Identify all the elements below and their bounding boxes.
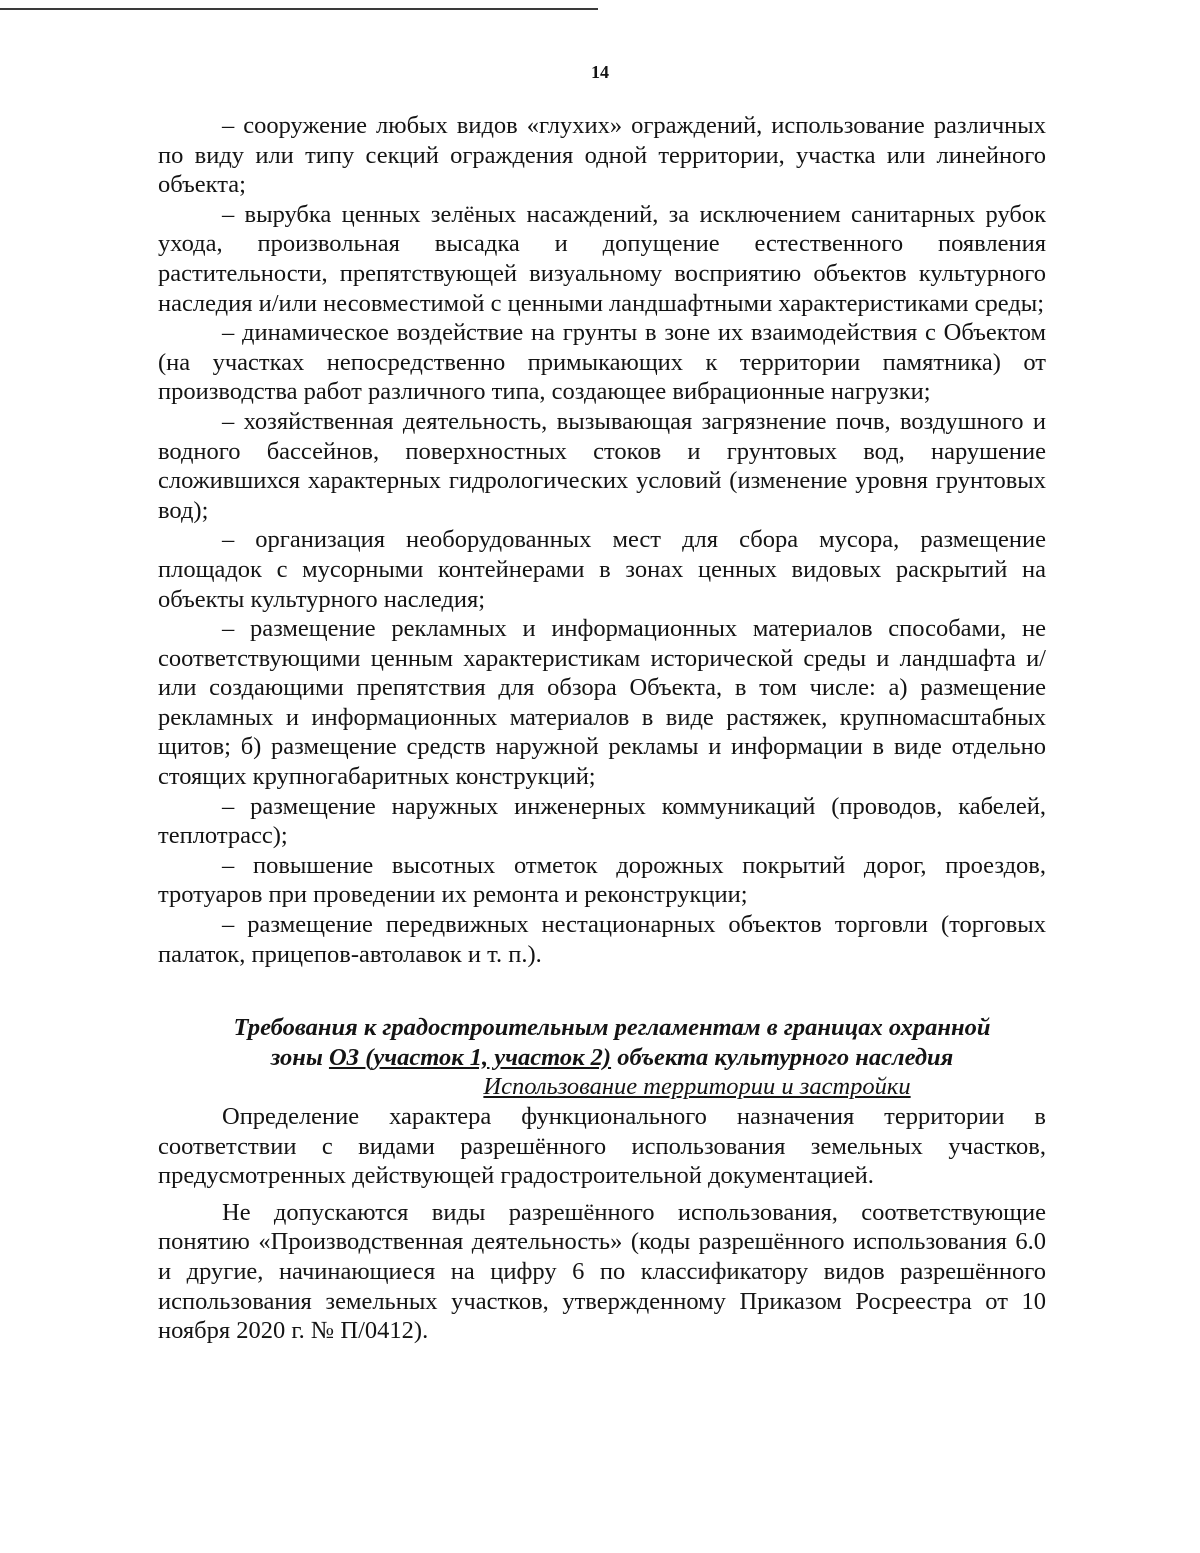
list-item-road-levels: – повышение высотных отметок дорожных покрытий дорог, проездов, тротуаров при проведении их ремонта и реконструкции; (158, 851, 1046, 909)
list-item-utilities: – размещение наружных инженерных коммуникаций (проводов, кабелей, теплотрасс); (158, 792, 1046, 850)
list-item-advertising: – размещение рекламных и информационных материалов способами, не соответствующими ценным характеристикам исторической среды и ландшафта и/или создающими препятствия для обзора Объекта, в том числе: а) размещение рекламных и информационных материалов в виде растяжек, крупномасштабных щитов; б) размещение средств наружной рекламы и информации в виде отдельно стоящих крупногабаритных конструкций; (158, 615, 1046, 791)
list-item-dynamic-impact: – динамическое воздействие на грунты в зоне их взаимодействия с Объектом (на участках непосредственно примыкающих к территории памятника) от производства работ различного типа, создающее вибрационные нагрузки; (158, 319, 1046, 406)
list-item-pollution: – хозяйственная деятельность, вызывающая загрязнение почв, воздушного и водного бассейнов, поверхностных стоков и грунтовых вод, нарушение сложившихся характерных гидрологических условий (изменение уровня грунтовых вод); (158, 407, 1046, 524)
section-subheading: Использование территории и застройки (483, 1073, 911, 1101)
list-item-tree-cutting: – вырубка ценных зелёных насаждений, за исключением санитарных рубок ухода, произвольная высадка и допущение естественного появления растительности, препятствующей визуальному восприятию объектов культурного наследия и/или несовместимой с ценными ландшафтными характеристиками среды; (158, 200, 1046, 317)
list-item-mobile-trade: – размещение передвижных нестационарных объектов торговли (торговых палаток, прицепов-автолавок и т. п.). (158, 911, 1046, 968)
top-scan-rule (0, 8, 598, 10)
section-heading-part2: объекта культурного наследия (611, 1043, 954, 1071)
list-item-fences: – сооружение любых видов «глухих» ограждений, использование различных по виду или типу секций ограждения одной территории, участка или линейного объекта; (158, 112, 1046, 199)
paragraph-prohibited-uses: Не допускаются виды разрешённого использования, соответствующие понятию «Производственная деятельность» (коды разрешённого использования 6.0 и другие, начинающиеся на цифру 6 по классификатору видов разрешённого использования земельных участков, утвержденному Приказом Росреестра от 10 ноября 2020 г. № П/0412). (158, 1198, 1046, 1345)
paragraph-purpose: Определение характера функционального назначения территории в соответствии с видами разрешённого использования земельных участков, предусмотренных действующей градостроительной документацией. (158, 1103, 1046, 1190)
section-heading-part1: Требования к градостроительным регламентам в границах охранной зоны (233, 1014, 991, 1071)
list-item-garbage: – организация необорудованных мест для сбора мусора, размещение площадок с мусорными контейнерами в зонах ценных видовых раскрытий на объекты культурного наследия; (158, 526, 1046, 613)
section-heading-zone: ОЗ (участок 1, участок 2) (328, 1043, 612, 1071)
section-heading (158, 1013, 1046, 1072)
document-body (158, 111, 1046, 1346)
page-number: 14 (591, 62, 609, 82)
